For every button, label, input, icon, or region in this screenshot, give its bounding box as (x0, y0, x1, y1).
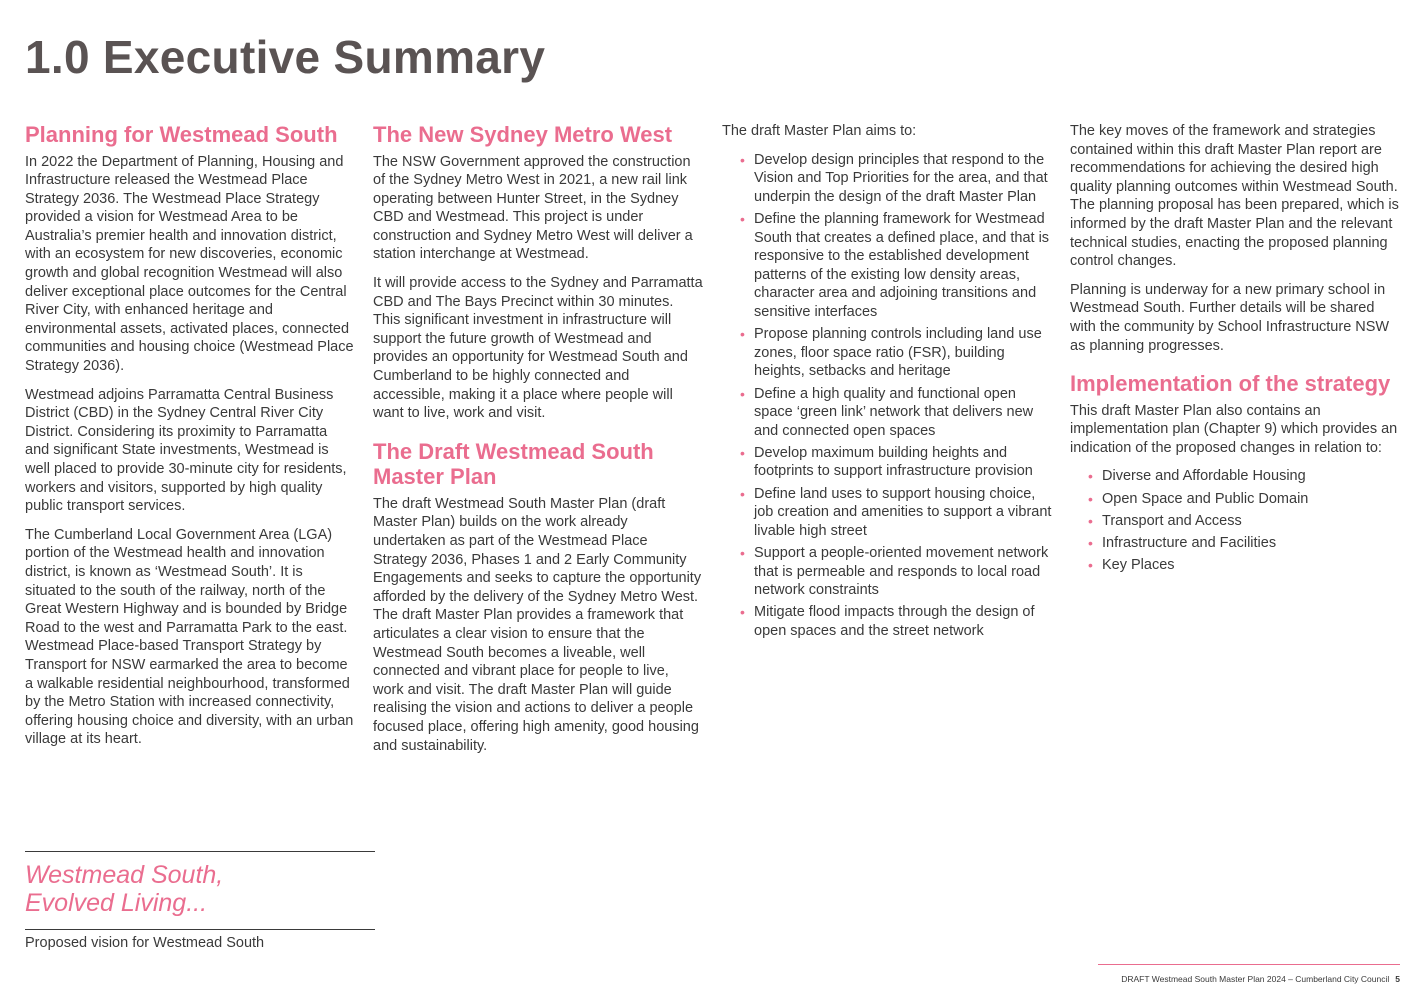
list-item: • Define the planning framework for Westmead South that creates a defined place, and that is responsive to the established development patterns of the existing low density areas, character area and adjoining transitions and sensitive interfaces (740, 210, 1050, 320)
paragraph: The NSW Government approved the construction of the Sydney Metro West in 2021, a new rail link operating between Hunter Street, in the Sydney CBD and Westmead. This project is under construction and Sydney Metro West will deliver a station interchange at Westmead. (373, 153, 693, 263)
paragraph: This draft Master Plan also contains an implementation plan (Chapter 9) which provides an indication of the proposed changes in relation to: (1070, 402, 1398, 456)
paragraph: The draft Westmead South Master Plan (draft Master Plan) builds on the work already undertaken as part of the Westmead Place Strategy 2036, Phases 1 and 2 Early Community Engagements and seeks to capture the opportunity afforded by the delivery of the Sydney Metro West. The draft Master Plan provides a framework that articulates a clear vision to ensure that the Westmead South becomes a liveable, well connected and vibrant place for people to live, work and visit. The draft Master Plan will guide realising the vision and actions to deliver a people focused place, offering high amenity, good housing and sustainability. (373, 495, 702, 754)
vision-quote (25, 851, 375, 953)
paragraph: Planning is underway for a new primary school in Westmead South. Further details will be shared with the community by School Infrastructure NSW as planning progresses. (1070, 281, 1390, 354)
bullet-icon: • (1088, 512, 1093, 529)
footer-divider (1098, 964, 1400, 965)
list-item: • Open Space and Public Domain (1088, 490, 1309, 507)
bullet-icon: • (1088, 490, 1093, 507)
footer-text: DRAFT Westmead South Master Plan 2024 – Cumberland City Council (1121, 974, 1390, 984)
column-planning (25, 122, 355, 759)
page-number: 5 (1395, 974, 1400, 984)
list-item: • Develop design principles that respond to the Vision and Top Priorities for the area, and that underpin the design of the draft Master Plan (740, 151, 1048, 205)
vision-quote-text (25, 862, 375, 917)
bullet-icon: • (1088, 468, 1093, 485)
list-item: • Infrastructure and Facilities (1088, 534, 1277, 551)
bullet-icon: • (740, 444, 745, 461)
aims-intro: The draft Master Plan aims to: (722, 123, 917, 139)
bullet-icon: • (740, 385, 745, 402)
bullet-icon: • (740, 485, 745, 502)
footer (1121, 974, 1400, 984)
divider (25, 929, 375, 930)
list-item: • Support a people-oriented movement network that is permeable and responds to local road network constraints (740, 545, 1049, 599)
list-item: • Define land uses to support housing choice, job creation and amenities to support a vibrant livable high street (740, 485, 1052, 539)
heading-metro: The New Sydney Metro West (373, 122, 673, 147)
bullet-icon: • (740, 151, 745, 168)
vision-caption: Proposed vision for Westmead South (25, 935, 265, 951)
column-metro (373, 122, 703, 765)
bullet-icon: • (1088, 557, 1093, 574)
vision-quote-line: Westmead South, (25, 861, 224, 889)
bullet-icon: • (740, 326, 745, 343)
heading-draft-master-plan: The Draft Westmead South Master Plan (373, 438, 654, 490)
aims-list (722, 151, 1054, 641)
page-title: 1.0 Executive Summary (25, 31, 546, 83)
bullet-icon: • (1088, 534, 1093, 551)
implementation-list (1070, 467, 1402, 574)
bullet-icon: • (740, 604, 745, 621)
paragraph: The Cumberland Local Government Area (LGA) portion of the Westmead health and innovation district, is known as ‘Westmead South’. It is situated to the south of the railway, north of the Great Western Highway and is bounded by Bridge Road to the west and Parramatta Park to the east. Westmead Place-based Transport Strategy by Transport for NSW earmarked the area to become a walkable residential neighbourhood, transformed by the Metro Station with increased connectivity, offering housing choice and diversity, with an urban village at its heart. (25, 526, 354, 748)
column-aims (722, 122, 1054, 651)
heading-planning: Planning for Westmead South (25, 122, 338, 147)
paragraph: The key moves of the framework and strategies contained within this draft Master Plan report are recommendations for achieving the desired high quality planning outcomes within Westmead South. The planning proposal has been prepared, which is informed by the draft Master Plan and the relevant technical studies, enacting the proposed planning control changes. (1070, 123, 1399, 270)
list-item: • Transport and Access (1088, 512, 1242, 529)
divider (25, 851, 375, 852)
list-item: • Key Places (1088, 557, 1175, 574)
bullet-icon: • (740, 545, 745, 562)
list-item: • Define a high quality and functional open space ‘green link’ network that delivers new and connected open spaces (740, 385, 1034, 439)
vision-quote-line: Evolved Living... (25, 888, 208, 917)
heading-implementation: Implementation of the strategy (1070, 371, 1391, 397)
paragraph: It will provide access to the Sydney and Parramatta CBD and The Bays Precinct within 30 minutes. This significant investment in infrastructure will support the future growth of Westmead and provides an opportunity for Westmead South and Cumberland to be highly connected and accessible, making it a place where people will want to live, work and visit. (373, 275, 703, 422)
list-item: • Diverse and Affordable Housing (1088, 468, 1306, 485)
list-item: • Mitigate flood impacts through the design of open spaces and the street network (740, 604, 1035, 639)
bullet-icon: • (740, 210, 745, 227)
column-implementation (1070, 122, 1402, 585)
list-item: • Propose planning controls including land use zones, floor space ratio (FSR), building heights, setbacks and heritage (740, 326, 1042, 380)
paragraph: Westmead adjoins Parramatta Central Business District (CBD) in the Sydney Central River City District. Considering its proximity to Parramatta and significant State investments, Westmead is well placed to provide 30-minute city for residents, workers and visitors, supported by high quality public transport services. (25, 386, 347, 515)
list-item: • Develop maximum building heights and footprints to support infrastructure provision (740, 444, 1033, 480)
paragraph: In 2022 the Department of Planning, Housing and Infrastructure released the Westmead Place Strategy 2036. The Westmead Place Strategy provided a vision for Westmead Area to be Australia’s premier health and innovation district, with an ecosystem for new discoveries, economic growth and global recognition Westmead will also deliver exceptional place outcomes for the Central River City, with enhanced heritage and environmental assets, activated places, connected communities and housing choice (Westmead Place Strategy 2036). (25, 153, 354, 375)
